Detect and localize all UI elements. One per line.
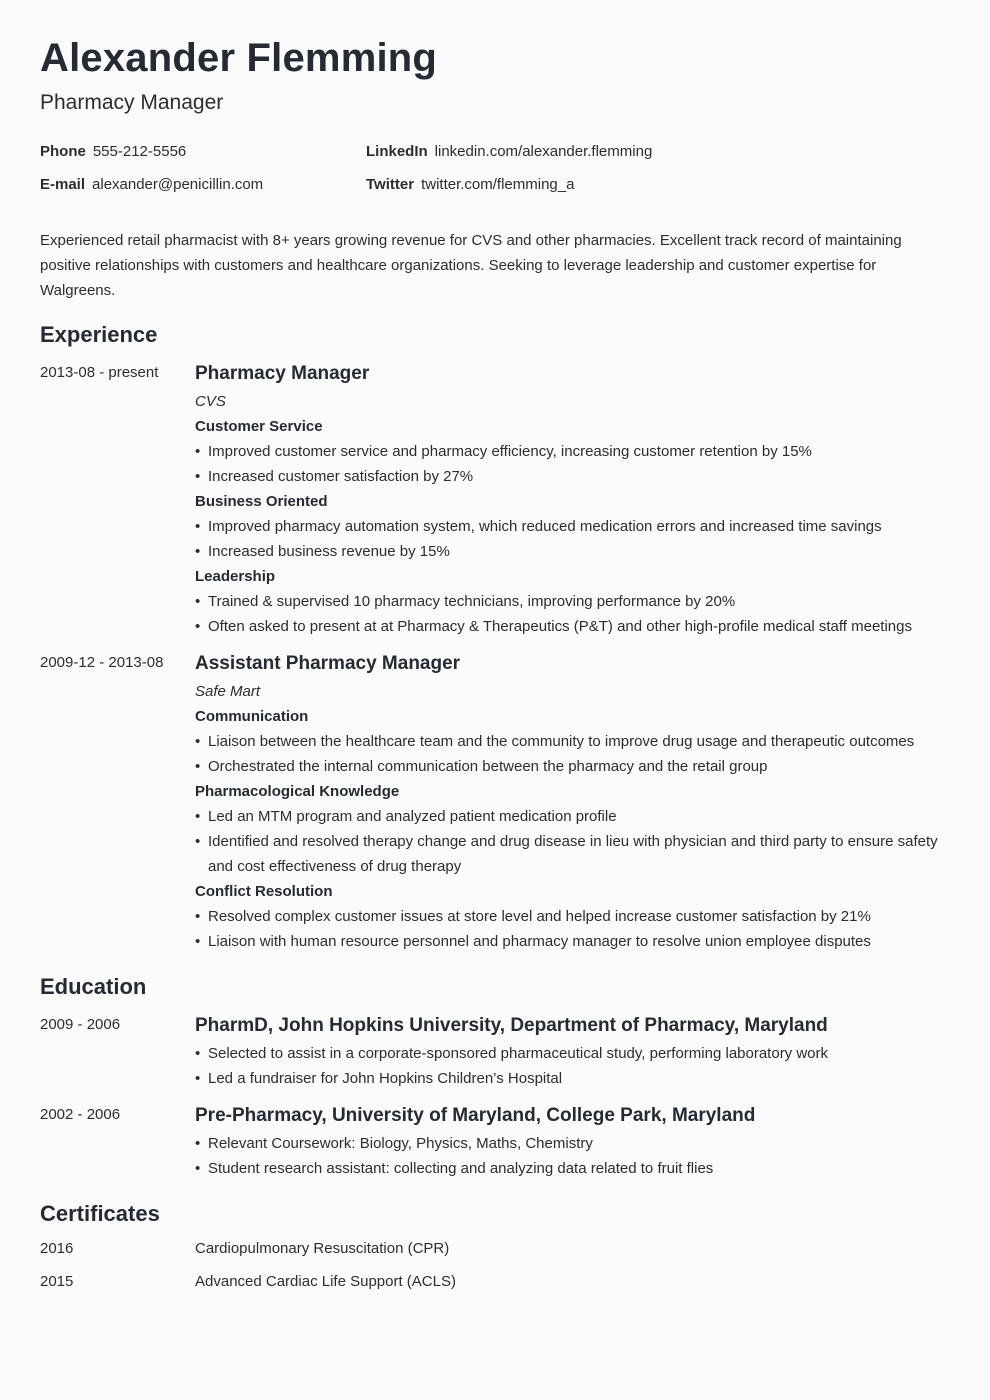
bullet-item: • Improved pharmacy automation system, which reduced medication errors and increased time savings: [195, 514, 945, 539]
candidate-title: Pharmacy Manager: [40, 91, 224, 114]
bullet-item: • Often asked to present at at Pharmacy & Therapeutics (P&T) and other high-profile medical staff meetings: [195, 614, 945, 639]
bullet-item: • Selected to assist in a corporate-sponsored pharmaceutical study, performing laboratory work: [195, 1041, 945, 1066]
bullet-item: • Liaison with human resource personnel and pharmacy manager to resolve union employee disputes: [195, 929, 945, 954]
experience-heading: Experience: [40, 322, 158, 347]
education-date: 2002 - 2006: [40, 1106, 121, 1123]
email-label: E-mail: [40, 176, 86, 193]
contact-phone: [40, 143, 186, 160]
bullet-item: • Trained & supervised 10 pharmacy technicians, improving performance by 20%: [195, 589, 945, 614]
bullet-item: • Increased customer satisfaction by 27%: [195, 464, 945, 489]
experience-role: Pharmacy Manager: [195, 363, 370, 384]
skill-group-title: Pharmacological Knowledge: [195, 783, 400, 800]
certificate-year: 2015: [40, 1273, 74, 1290]
education-degree: Pre-Pharmacy, University of Maryland, College Park, Maryland: [195, 1105, 756, 1126]
skill-group-title: Conflict Resolution: [195, 883, 333, 900]
bullet-item: • Liaison between the healthcare team and the community to improve drug usage and therapeutic outcomes: [195, 729, 945, 754]
bullet-item: • Led a fundraiser for John Hopkins Children’s Hospital: [195, 1066, 945, 1091]
experience-date: 2009-12 - 2013-08: [40, 654, 164, 671]
linkedin-label: LinkedIn: [366, 143, 428, 160]
skill-group-title: Leadership: [195, 568, 276, 585]
education-degree: PharmD, John Hopkins University, Department of Pharmacy, Maryland: [195, 1015, 828, 1036]
phone-value: 555-212-5556: [92, 143, 187, 160]
experience-company: Safe Mart: [195, 683, 261, 700]
summary-paragraph: Experienced retail pharmacist with 8+ years growing revenue for CVS and other pharmacies. Excellent track record of maintaining positive relationships with customers and healthcare organizations. Seeking to leverage leadership and customer expertise for Walgreens.: [40, 232, 902, 299]
experience-company: CVS: [195, 393, 226, 410]
twitter-label: Twitter: [366, 176, 415, 193]
bullet-item: • Relevant Coursework: Biology, Physics, Maths, Chemistry: [195, 1131, 945, 1156]
bullet-item: • Orchestrated the internal communication between the pharmacy and the retail group: [195, 754, 945, 779]
contact-linkedin: [366, 143, 652, 160]
certificate-name: Advanced Cardiac Life Support (ACLS): [195, 1273, 456, 1290]
skill-group-title: Customer Service: [195, 418, 323, 435]
email-link[interactable]: alexander@penicillin.com: [92, 176, 264, 193]
experience-role: Assistant Pharmacy Manager: [195, 653, 461, 674]
phone-label: Phone: [40, 143, 86, 160]
certificate-name: Cardiopulmonary Resuscitation (CPR): [195, 1240, 450, 1257]
bullet-item: • Increased business revenue by 15%: [195, 539, 945, 564]
twitter-link[interactable]: twitter.com/flemming_a: [421, 176, 575, 193]
experience-date: 2013-08 - present: [40, 364, 159, 381]
certificate-year: 2016: [40, 1240, 74, 1257]
bullet-item: • Identified and resolved therapy change and drug disease in lieu with physician and third party to ensure safety and cost effectiveness of drug therapy: [195, 829, 945, 879]
education-date: 2009 - 2006: [40, 1016, 121, 1033]
certificates-heading: Certificates: [40, 1201, 160, 1226]
skill-group-title: Communication: [195, 708, 309, 725]
candidate-name: Alexander Flemming: [40, 36, 438, 80]
bullet-item: • Resolved complex customer issues at store level and helped increase customer satisfaction by 21%: [195, 904, 945, 929]
bullet-item: • Improved customer service and pharmacy efficiency, increasing customer retention by 15%: [195, 439, 945, 464]
contact-email: [40, 176, 263, 193]
bullet-item: • Led an MTM program and analyzed patient medication profile: [195, 804, 945, 829]
linkedin-link[interactable]: linkedin.com/alexander.flemming: [434, 143, 653, 160]
skill-group-title: Business Oriented: [195, 493, 328, 510]
contact-twitter: [366, 176, 574, 193]
education-heading: Education: [40, 974, 147, 999]
bullet-item: • Student research assistant: collecting and analyzing data related to fruit flies: [195, 1156, 945, 1181]
